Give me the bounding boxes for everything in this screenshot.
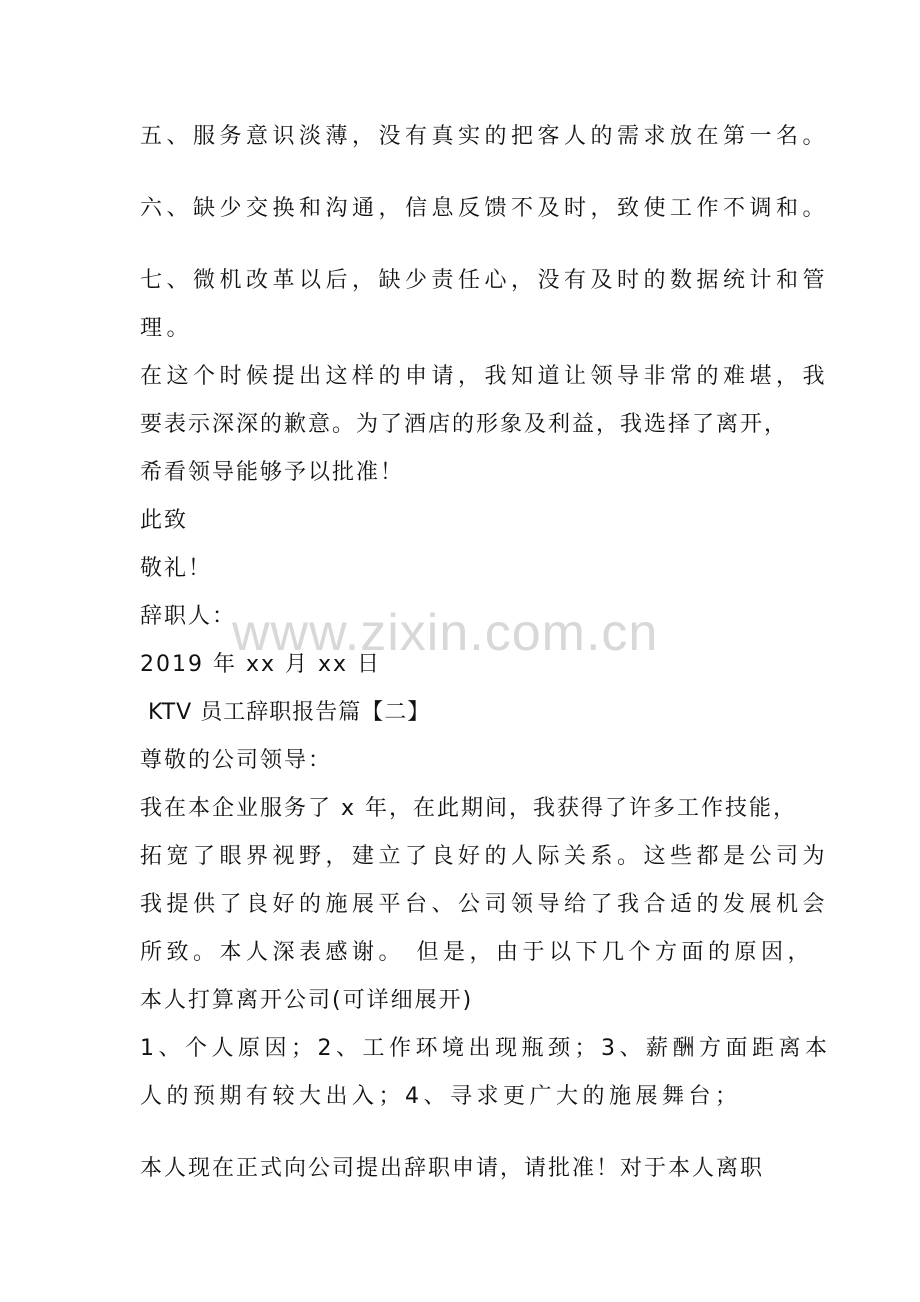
date-line: 2019 年 xx 月 xx 日 (140, 652, 382, 677)
text-line: 在这个时候提出这样的申请，我知道让领导非常的难堪，我 (140, 364, 830, 389)
text-line: 人的预期有较大出入；4、寻求更广大的施展舞台； (140, 1084, 742, 1109)
text-line: 我提供了良好的施展平台、公司领导给了我合适的发展机会 (140, 892, 830, 917)
text-line: 希看领导能够予以批准！ (140, 460, 405, 485)
salutation: 尊敬的公司领导： (140, 748, 333, 773)
text-line: 本人现在正式向公司提出辞职申请，请批准！对于本人离职 (140, 1156, 765, 1181)
text-line: 拓宽了眼界视野，建立了良好的人际关系。这些都是公司为 (140, 844, 830, 869)
text-line: 七、微机改革以后，缺少责任心，没有及时的数据统计和管 (140, 268, 830, 293)
text-line: 我在本企业服务了 x 年，在此期间，我获得了许多工作技能， (140, 796, 798, 821)
text-line: 本人打算离开公司(可详细展开) (140, 988, 474, 1013)
text-line: 此致 (140, 508, 189, 533)
text-line: 六、缺少交换和沟通，信息反馈不及时，致使工作不调和。 (140, 196, 830, 221)
watermark: www.zixin.com.cn (232, 604, 659, 662)
text-line: 理。 (140, 316, 194, 341)
text-line: 1、个人原因；2、工作环境出现瓶颈；3、薪酬方面距离本 (140, 1036, 832, 1061)
text-line: 要表示深深的歉意。为了酒店的形象及利益，我选择了离开， (140, 412, 789, 437)
text-line: 所致。本人深表感谢。 但是，由于以下几个方面的原因， (140, 940, 814, 965)
text-line: 五、服务意识淡薄，没有真实的把客人的需求放在第一名。 (140, 124, 830, 149)
section-heading: KTV 员工辞职报告篇【二】 (148, 700, 431, 725)
text-line: 敬礼！ (140, 556, 213, 581)
text-line: 辞职人： (140, 604, 237, 629)
